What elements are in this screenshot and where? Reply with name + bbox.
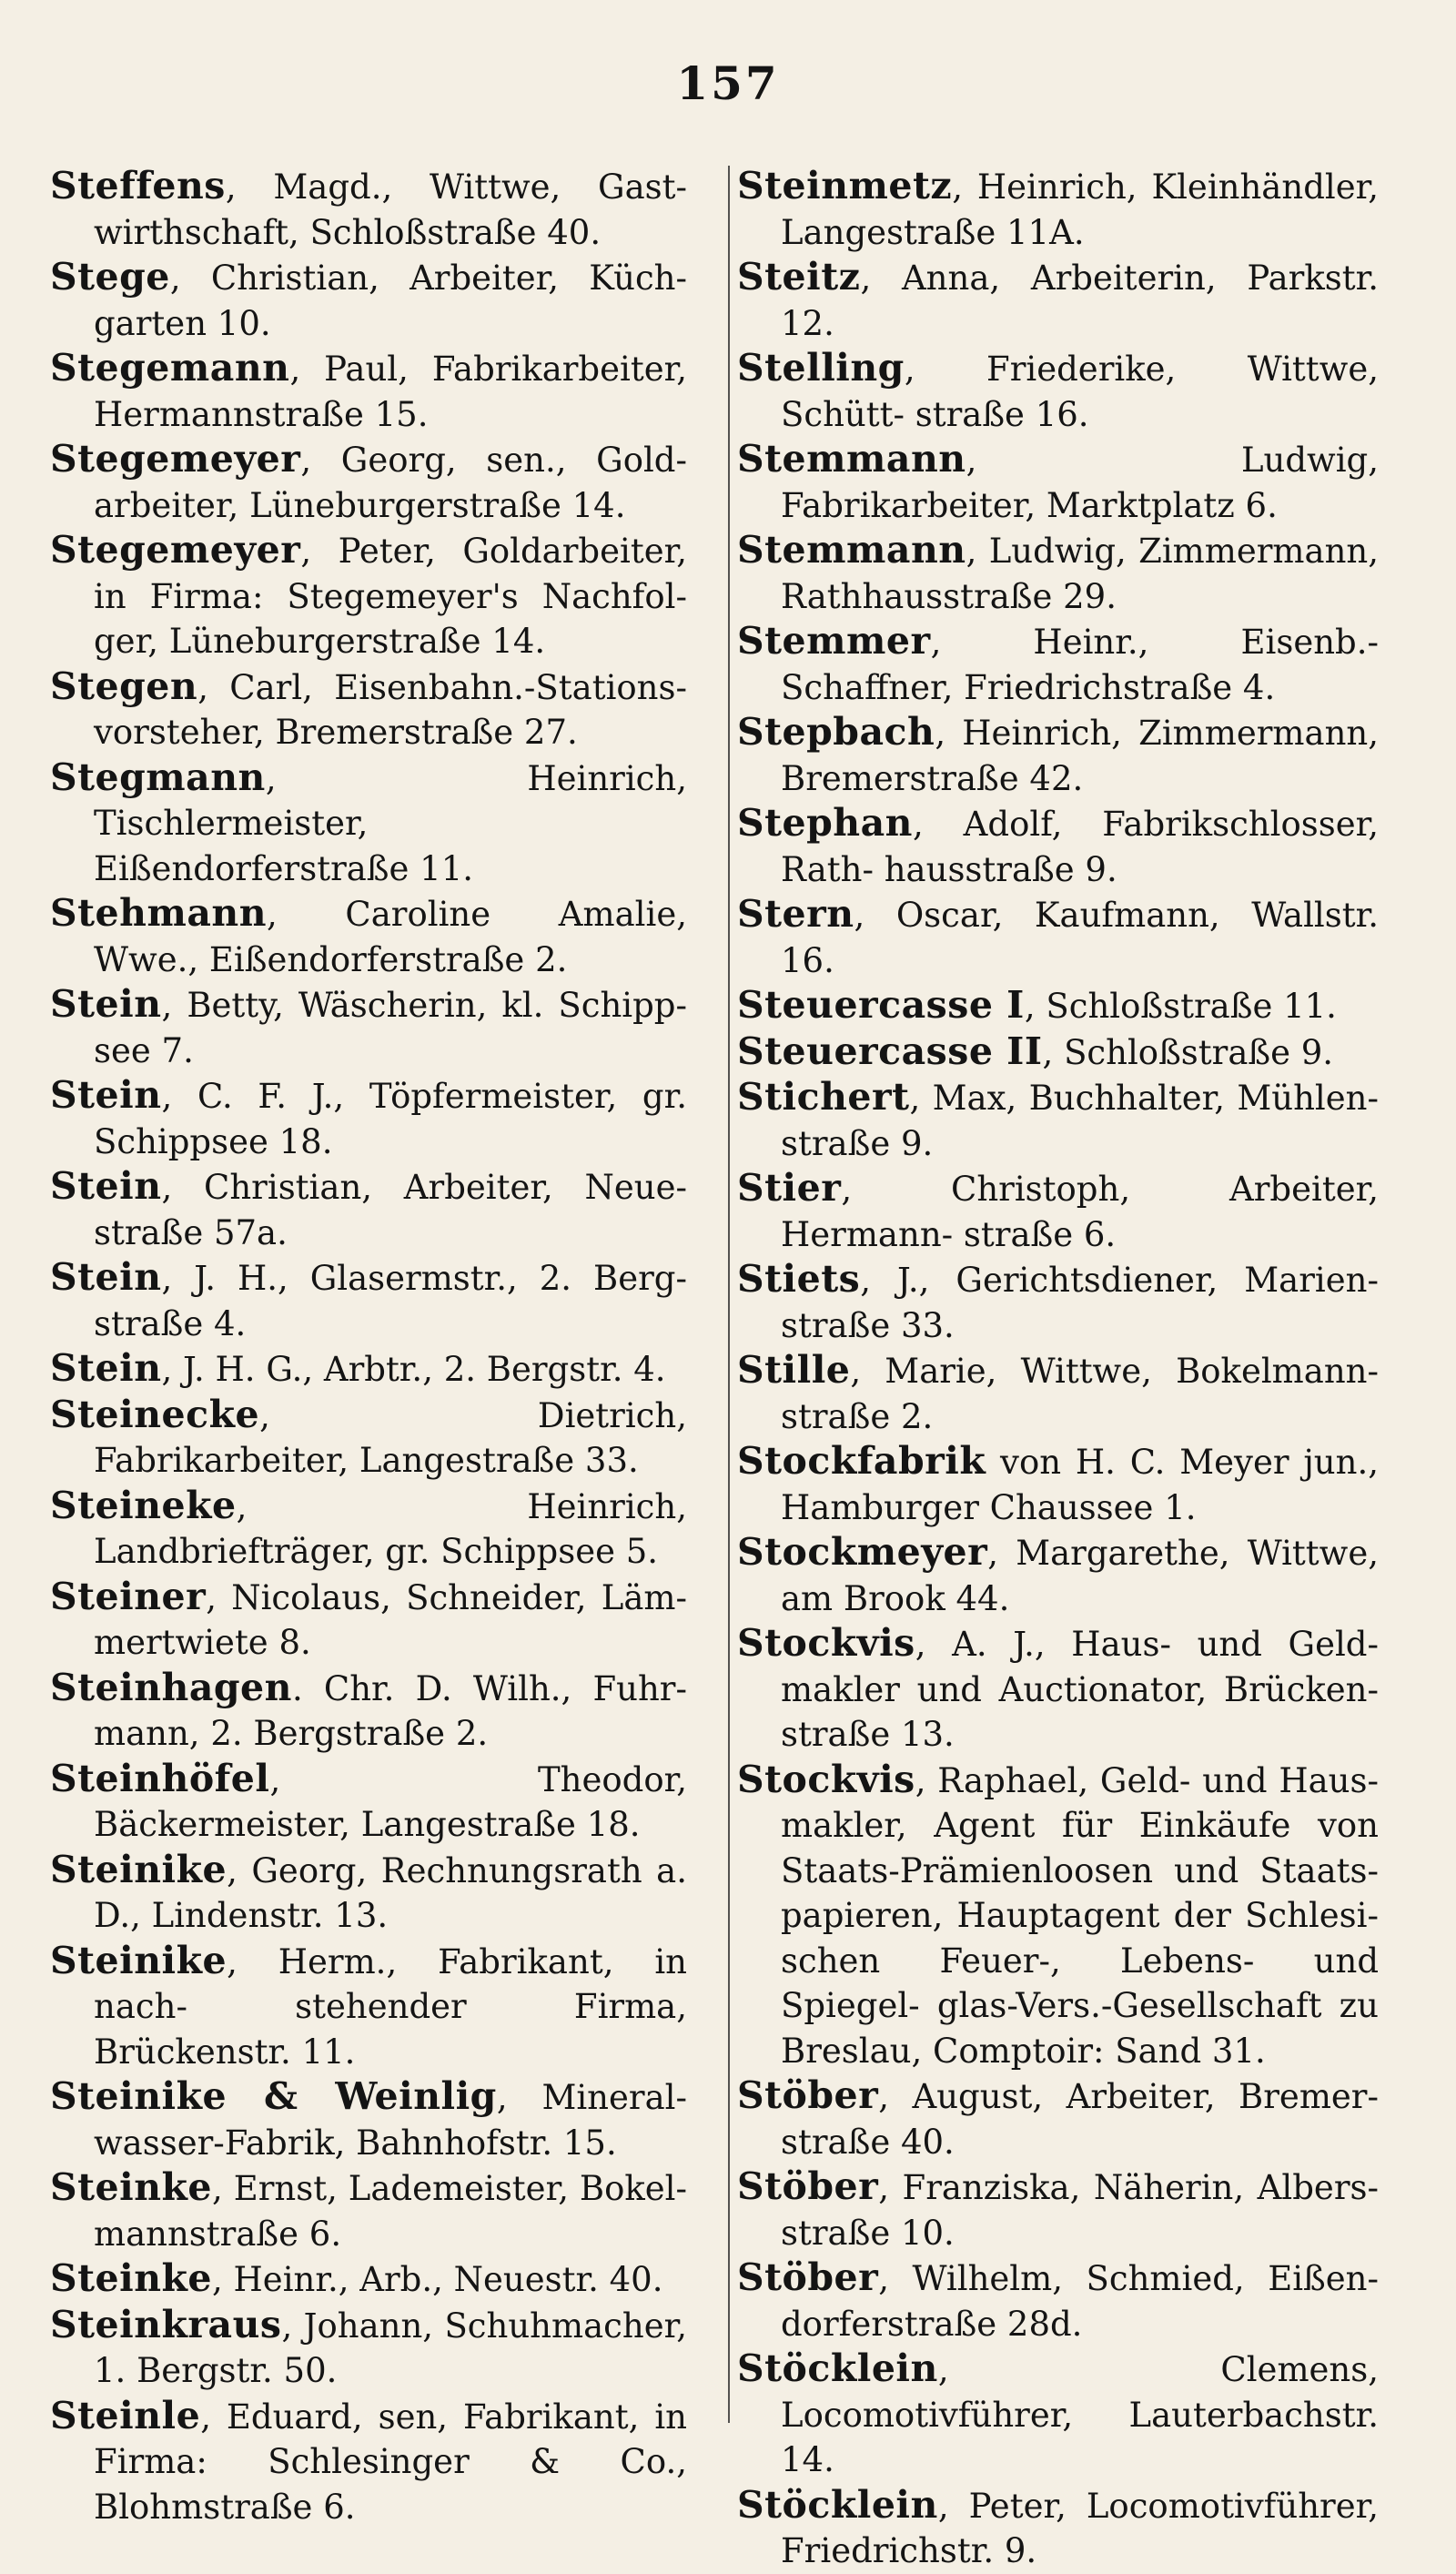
entry-surname: Steinike: [50, 1938, 228, 1982]
entry-surname: Steinecke: [50, 1392, 260, 1436]
directory-entry: [737, 1029, 1379, 1076]
directory-entry: [50, 2303, 687, 2394]
directory-entry: [737, 619, 1379, 710]
entry-details: , Herm., Fabrikant, in nach- stehender Firma, Brückenstr. 11.: [94, 1941, 687, 2072]
entry-surname: Stockvis: [737, 1621, 915, 1665]
entry-details: , Eduard, sen, Fabrikant, in Firma: Schlesinger & Co., Blohmstraße 6.: [94, 2397, 687, 2527]
directory-entry: [50, 164, 687, 255]
directory-entry: [50, 891, 687, 982]
directory-entry: [50, 1939, 687, 2075]
entry-surname: Stegmann: [50, 755, 266, 799]
entry-surname: Stein: [50, 1255, 162, 1299]
entry-surname: Steinke: [50, 2256, 213, 2300]
entry-details: , Christoph, Arbeiter, Hermann- straße 6.: [781, 1170, 1379, 1254]
entry-surname: Steinike & Weinlig: [50, 2074, 497, 2118]
directory-entry: [50, 664, 687, 755]
directory-entry: [50, 1255, 687, 1346]
entry-details: , Georg, Rechnungsrath a. D., Lindenstr. 13.: [94, 1850, 687, 1935]
directory-entry: [50, 1575, 687, 1666]
entry-details: , Ernst, Lademeister, Bokel- mannstraße 6.: [94, 2169, 687, 2254]
directory-entry: [737, 437, 1379, 528]
entry-surname: Steinike: [50, 1847, 228, 1891]
entry-details: , Adolf, Fabrikschlosser, Rath- hausstraße 9.: [781, 805, 1379, 889]
entry-details: , Johann, Schuhmacher, 1. Bergstr. 50.: [94, 2305, 687, 2390]
entry-details: , Carl, Eisenbahn.-Stations- vorsteher, Bremerstraße 27.: [94, 667, 687, 752]
entry-details: von H. C. Meyer jun., Hamburger Chaussee 1.: [781, 1443, 1379, 1527]
entry-surname: Steuercasse I: [737, 983, 1025, 1027]
entry-surname: Stern: [737, 892, 854, 936]
entry-surname: Steinhöfel: [50, 1756, 270, 1800]
entry-details: , Peter, Goldarbeiter, in Firma: Stegemeyer's Nachfol- ger, Lüneburgerstraße 14.: [94, 532, 687, 661]
directory-entry: [50, 1666, 687, 1757]
entry-surname: Stockvis: [737, 1757, 915, 1801]
entry-surname: Stöber: [737, 2164, 879, 2208]
entry-details: , Nicolaus, Schneider, Läm- mertwiete 8.: [94, 1577, 687, 1662]
entry-surname: Stier: [737, 1166, 842, 1210]
entry-details: , Theodor, Bäckermeister, Langestraße 18.: [94, 1759, 687, 1844]
entry-details: , Raphael, Geld- und Haus- makler, Agent für Einkäufe von Staats-Prämienloosen und Staats- papieren, Hauptagent der Schlesi- schen Feuer-, Lebens- und Spiegel- glas-Vers.-Gesellschaft zu Breslau, Comptoir: Sand 31.: [781, 1760, 1379, 2071]
directory-entry: [737, 892, 1379, 983]
entry-details: , Heinrich, Zimmermann, Bremerstraße 42.: [781, 714, 1379, 798]
entry-surname: Stein: [50, 1164, 162, 1208]
directory-entry: [737, 1166, 1379, 1257]
entry-details: , Ludwig, Zimmermann, Rathhausstraße 29.: [781, 532, 1379, 616]
page-number: 157: [676, 56, 780, 110]
entry-details: , Magd., Wittwe, Gast- wirthschaft, Schloßstraße 40.: [94, 167, 687, 252]
directory-entry: [737, 2164, 1379, 2255]
entry-surname: Steffens: [50, 164, 226, 208]
entry-surname: Stein: [50, 1073, 162, 1117]
entry-details: , Christian, Arbeiter, Neue- straße 57a.: [94, 1168, 687, 1252]
entry-details: , Schloßstraße 9.: [1042, 1032, 1334, 1072]
entry-details: , J. H., Glasermstr., 2. Berg- straße 4.: [94, 1259, 687, 1343]
entry-surname: Stemmann: [737, 528, 966, 572]
entry-surname: Steinkraus: [50, 2302, 282, 2346]
entry-details: , Oscar, Kaufmann, Wallstr. 16.: [781, 896, 1379, 980]
directory-entry: [50, 2394, 687, 2530]
entry-surname: Steinhagen: [50, 1665, 292, 1709]
entry-surname: Steinle: [50, 2393, 201, 2437]
entry-details: , Betty, Wäscherin, kl. Schipp- see 7.: [94, 986, 687, 1070]
entry-details: , A. J., Haus- und Geld- makler und Auctionator, Brücken- straße 13.: [781, 1625, 1379, 1754]
entry-surname: Stiets: [737, 1257, 861, 1301]
entry-surname: Stehmann: [50, 891, 268, 935]
directory-entry: [737, 528, 1379, 619]
directory-entry: [737, 1075, 1379, 1166]
entry-surname: Stöcklein: [737, 2346, 938, 2390]
entry-details: , Schloßstraße 11.: [1024, 987, 1337, 1026]
directory-entry: [50, 1393, 687, 1484]
directory-entry: [737, 983, 1379, 1029]
directory-entry: [50, 1073, 687, 1164]
entry-details: , Paul, Fabrikarbeiter, Hermannstraße 15.: [94, 350, 687, 434]
entry-details: , Heinrich, Tischlermeister, Eißendorferstraße 11.: [94, 758, 687, 888]
entry-details: , Peter, Locomotivführer, Friedrichstr. 9.: [781, 2486, 1379, 2570]
entry-surname: Stöber: [737, 2073, 879, 2117]
entry-details: , Ludwig, Fabrikarbeiter, Marktplatz 6.: [781, 441, 1379, 525]
entry-surname: Stein: [50, 982, 162, 1026]
entry-details: , Mineral- wasser-Fabrik, Bahnhofstr. 15.: [94, 2078, 687, 2163]
entry-surname: Stockmeyer: [737, 1530, 988, 1574]
entry-surname: Stockfabrik: [737, 1439, 986, 1483]
entry-details: , August, Arbeiter, Bremer- straße 40.: [781, 2077, 1379, 2162]
directory-entry: [737, 164, 1379, 255]
directory-entry: [50, 1757, 687, 1848]
directory-entry: [737, 1439, 1379, 1530]
entry-details: , Margarethe, Wittwe, am Brook 44.: [781, 1534, 1379, 1618]
entry-surname: Stelling: [737, 346, 905, 390]
entry-details: , Max, Buchhalter, Mühlen- straße 9.: [781, 1079, 1379, 1163]
directory-entry: [737, 801, 1379, 892]
entry-details: , Heinrich, Kleinhändler, Langestraße 11A.: [781, 167, 1379, 252]
directory-entry: [50, 1164, 687, 1255]
entry-surname: Stemmann: [737, 437, 966, 481]
directory-entry: [50, 346, 687, 437]
directory-entry: [50, 528, 687, 664]
entry-details: , Christian, Arbeiter, Küch- garten 10.: [94, 258, 687, 343]
left-column: [50, 164, 687, 2529]
entry-details: , Marie, Wittwe, Bokelmann- straße 2.: [781, 1352, 1379, 1436]
directory-entry: [737, 2346, 1379, 2483]
entry-surname: Stegemeyer: [50, 437, 301, 481]
column-divider: [728, 166, 730, 2423]
directory-entry: [737, 2073, 1379, 2164]
directory-entry: [737, 346, 1379, 437]
entry-surname: Stege: [50, 255, 170, 299]
directory-entry: [50, 1848, 687, 1939]
directory-entry: [737, 1257, 1379, 1348]
directory-entry: [50, 982, 687, 1073]
directory-entry: [50, 2165, 687, 2256]
entry-details: , Friederike, Wittwe, Schütt- straße 16.: [781, 350, 1379, 434]
directory-entry: [737, 1348, 1379, 1439]
entry-details: , J. H. G., Arbtr., 2. Bergstr. 4.: [161, 1350, 666, 1389]
directory-entry: [50, 255, 687, 346]
directory-entry: [737, 255, 1379, 346]
entry-details: , Franziska, Näherin, Albers- straße 10.: [781, 2168, 1379, 2253]
entry-details: . Chr. D. Wilh., Fuhr- mann, 2. Bergstraße 2.: [94, 1668, 687, 1753]
entry-details: , Wilhelm, Schmied, Eißen- dorferstraße 28d.: [781, 2259, 1379, 2344]
directory-entry: [737, 710, 1379, 801]
entry-surname: Stein: [50, 1346, 162, 1390]
entry-surname: Stephan: [737, 801, 913, 845]
entry-surname: Steinke: [50, 2165, 213, 2209]
entry-details: , Heinrich, Landbriefträger, gr. Schippsee 5.: [94, 1486, 687, 1571]
entry-details: , Heinr., Eisenb.-Schaffner, Friedrichstraße 4.: [781, 623, 1379, 707]
directory-entry: [737, 2255, 1379, 2346]
directory-entry: [50, 1346, 687, 1393]
entry-surname: Stöcklein: [737, 2482, 938, 2527]
entry-details: , Clemens, Locomotivführer, Lauterbachstr. 14.: [781, 2350, 1379, 2479]
entry-details: , J., Gerichtsdiener, Marien- straße 33.: [781, 1261, 1379, 1345]
entry-surname: Steuercasse II: [737, 1029, 1043, 1073]
entry-surname: Stille: [737, 1348, 851, 1392]
entry-details: , Heinr., Arb., Neuestr. 40.: [212, 2260, 663, 2299]
directory-entry: [737, 1758, 1379, 2074]
entry-surname: Stegemann: [50, 346, 290, 390]
entry-surname: Stichert: [737, 1075, 910, 1119]
directory-entry: [737, 1530, 1379, 1621]
entry-surname: Steitz: [737, 255, 861, 299]
directory-entry: [50, 2074, 687, 2165]
entry-surname: Stepbach: [737, 710, 935, 754]
entry-details: , Georg, sen., Gold- arbeiter, Lüneburgerstraße 14.: [94, 441, 687, 525]
entry-details: , Dietrich, Fabrikarbeiter, Langestraße 33.: [94, 1395, 687, 1480]
entry-surname: Steiner: [50, 1574, 207, 1618]
right-column: [737, 164, 1379, 2574]
directory-entry: [737, 1621, 1379, 1758]
entry-details: , Caroline Amalie, Wwe., Eißendorferstraße 2.: [94, 895, 687, 979]
directory-entry: [50, 755, 687, 892]
entry-surname: Steineke: [50, 1483, 237, 1527]
entry-surname: Stegemeyer: [50, 528, 301, 572]
entry-surname: Stegen: [50, 664, 198, 708]
directory-entry: [50, 1484, 687, 1575]
entry-surname: Stemmer: [737, 619, 931, 663]
entry-details: , Anna, Arbeiterin, Parkstr. 12.: [781, 258, 1379, 343]
entry-details: , C. F. J., Töpfermeister, gr. Schippsee 18.: [94, 1077, 687, 1161]
directory-entry: [50, 2256, 687, 2303]
directory-entry: [50, 437, 687, 528]
entry-surname: Steinmetz: [737, 164, 953, 208]
directory-entry: [737, 2483, 1379, 2574]
entry-surname: Stöber: [737, 2255, 879, 2299]
